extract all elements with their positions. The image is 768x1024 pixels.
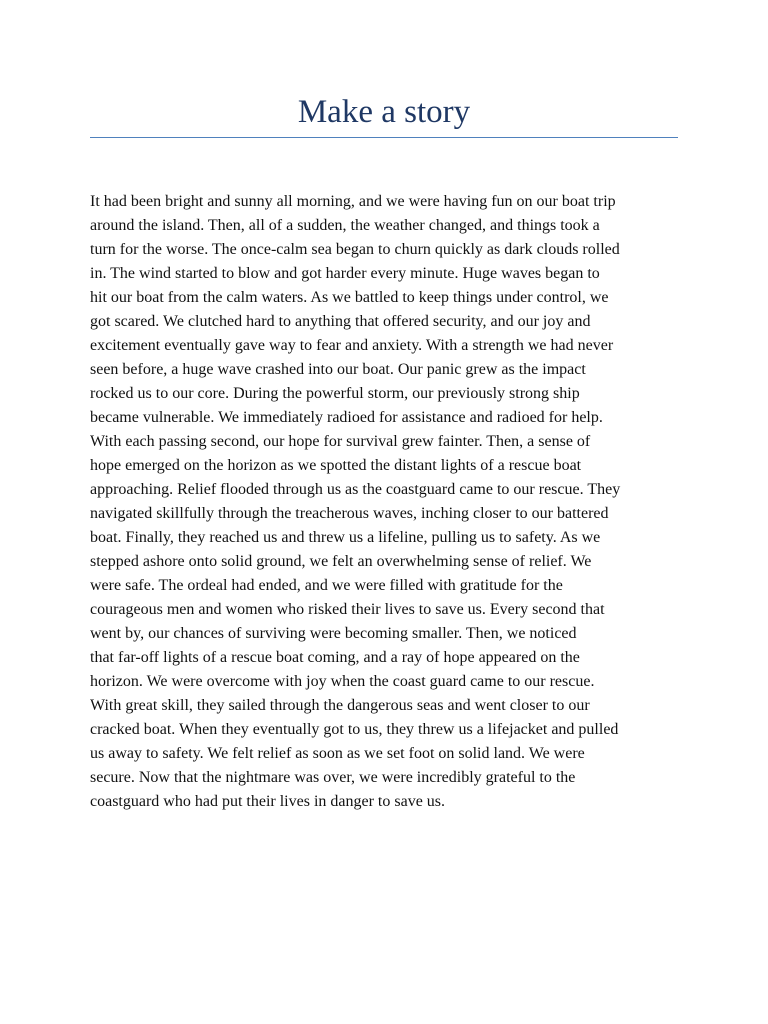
paragraph-line: With each passing second, our hope for survival grew fainter. Then, a sense of bbox=[90, 433, 591, 450]
paragraph-line: turn for the worse. The once-calm sea began to churn quickly as dark clouds rolled bbox=[90, 241, 620, 258]
paragraph-line: secure. Now that the nightmare was over, we were incredibly grateful to the bbox=[90, 769, 576, 786]
paragraph-line: were safe. The ordeal had ended, and we were filled with gratitude for the bbox=[90, 577, 563, 594]
paragraph-line: cracked boat. When they eventually got to us, they threw us a lifejacket and pulled bbox=[90, 721, 619, 738]
paragraph-line: rocked us to our core. During the powerful storm, our previously strong ship bbox=[90, 385, 580, 402]
paragraph-line: seen before, a huge wave crashed into our boat. Our panic grew as the impact bbox=[90, 361, 586, 378]
paragraph-line: went by, our chances of surviving were becoming smaller. Then, we noticed bbox=[90, 625, 577, 642]
paragraph-line: hope emerged on the horizon as we spotted the distant lights of a rescue boat bbox=[90, 457, 582, 474]
paragraph-line: boat. Finally, they reached us and threw us a lifeline, pulling us to safety. As we bbox=[90, 529, 601, 546]
paragraph-line: navigated skillfully through the treacherous waves, inching closer to our battered bbox=[90, 505, 609, 522]
paragraph-line: became vulnerable. We immediately radioed for assistance and radioed for help. bbox=[90, 409, 603, 426]
paragraph-line: With great skill, they sailed through the dangerous seas and went closer to our bbox=[90, 697, 590, 714]
paragraph-line: horizon. We were overcome with joy when the coast guard came to our rescue. bbox=[90, 673, 595, 690]
paragraph-line: approaching. Relief flooded through us as the coastguard came to our rescue. They bbox=[90, 481, 621, 498]
paragraph-line: us away to safety. We felt relief as soon as we set foot on solid land. We were bbox=[90, 745, 585, 762]
paragraph-line: that far-off lights of a rescue boat coming, and a ray of hope appeared on the bbox=[90, 649, 580, 666]
story-paragraph bbox=[90, 190, 690, 814]
paragraph-line: It had been bright and sunny all morning, and we were having fun on our boat trip bbox=[90, 193, 616, 210]
paragraph-line: in. The wind started to blow and got harder every minute. Huge waves began to bbox=[90, 265, 600, 282]
paragraph-line: stepped ashore onto solid ground, we felt an overwhelming sense of relief. We bbox=[90, 553, 592, 570]
paragraph-line: courageous men and women who risked their lives to save us. Every second that bbox=[90, 601, 605, 618]
paragraph-line: around the island. Then, all of a sudden, the weather changed, and things took a bbox=[90, 217, 600, 234]
paragraph-line: coastguard who had put their lives in danger to save us. bbox=[90, 793, 446, 810]
title-divider bbox=[90, 137, 678, 138]
paragraph-line: hit our boat from the calm waters. As we battled to keep things under control, we bbox=[90, 289, 609, 306]
paragraph-line: got scared. We clutched hard to anything that offered security, and our joy and bbox=[90, 313, 591, 330]
paragraph-line: excitement eventually gave way to fear and anxiety. With a strength we had never bbox=[90, 337, 614, 354]
document-title: Make a story bbox=[297, 94, 471, 130]
